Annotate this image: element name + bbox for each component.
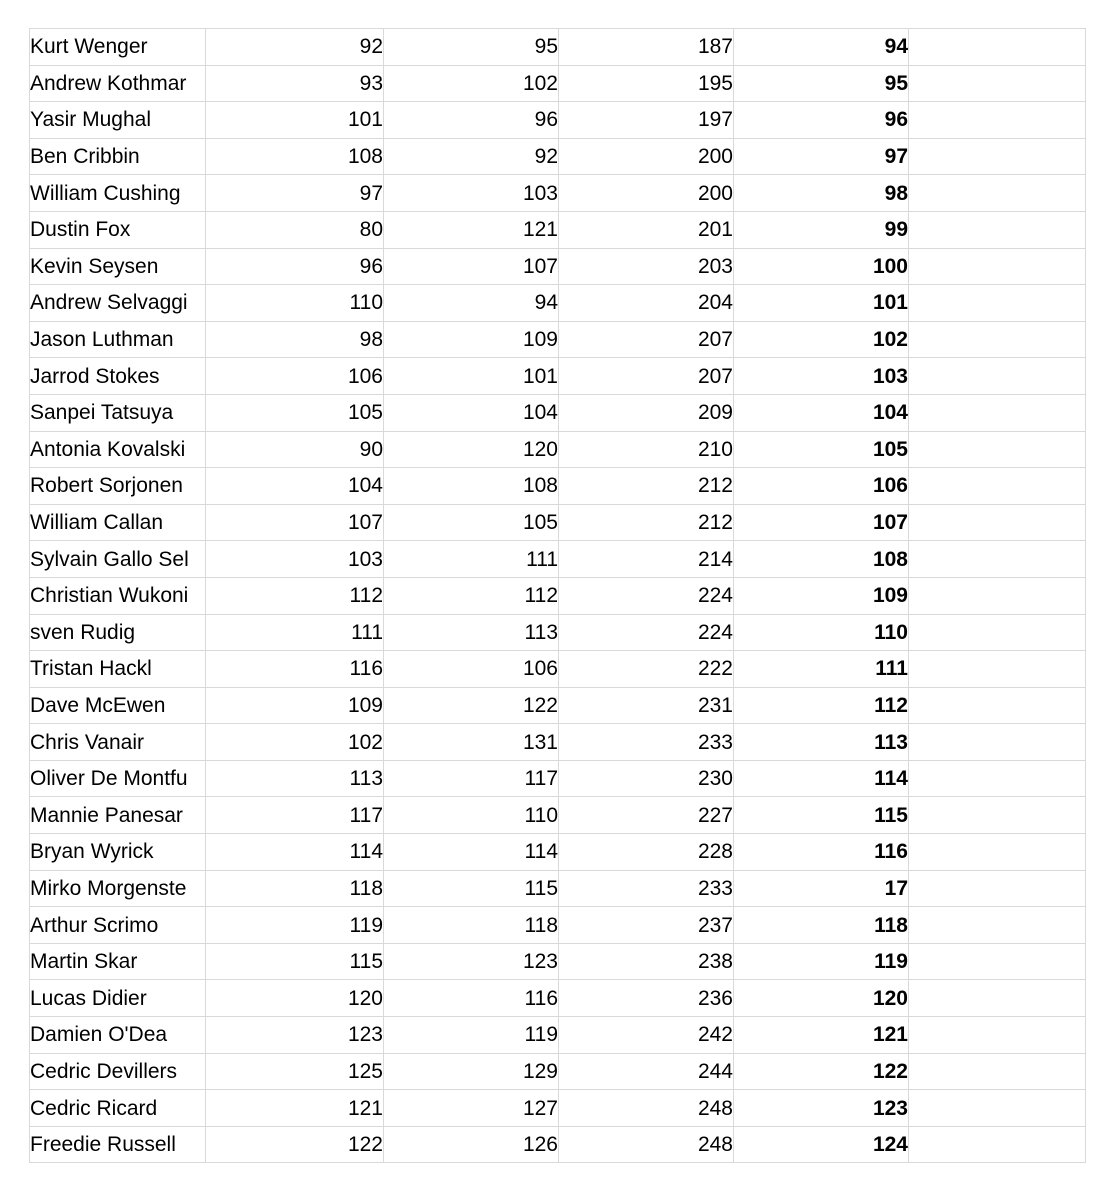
name-cell[interactable]: Dave McEwen [30,687,206,724]
total-cell[interactable]: 195 [559,65,734,102]
rank-cell[interactable]: 116 [734,834,909,871]
score2-cell[interactable]: 115 [384,870,559,907]
score2-cell[interactable]: 122 [384,687,559,724]
score2-cell[interactable]: 114 [384,834,559,871]
rank-cell[interactable]: 122 [734,1053,909,1090]
table-row [30,651,1086,688]
total-cell[interactable]: 200 [559,138,734,175]
score1-cell[interactable]: 109 [206,687,384,724]
blank-cell[interactable] [909,394,1086,431]
blank-cell[interactable] [909,943,1086,980]
score1-cell[interactable]: 92 [206,29,384,66]
rank-cell[interactable]: 108 [734,541,909,578]
table-row [30,65,1086,102]
blank-cell[interactable] [909,614,1086,651]
table-row [30,102,1086,139]
rank-cell[interactable]: 111 [734,651,909,688]
blank-cell[interactable] [909,907,1086,944]
blank-cell[interactable] [909,577,1086,614]
table-row [30,870,1086,907]
name-cell[interactable]: Kurt Wenger [30,29,206,66]
total-cell[interactable]: 237 [559,907,734,944]
rank-cell[interactable]: 110 [734,614,909,651]
total-cell[interactable]: 248 [559,1090,734,1127]
table-row [30,321,1086,358]
blank-cell[interactable] [909,1126,1086,1163]
table-row [30,1017,1086,1054]
score2-cell[interactable]: 118 [384,907,559,944]
total-cell[interactable]: 222 [559,651,734,688]
score2-cell[interactable]: 110 [384,797,559,834]
name-cell[interactable]: Chris Vanair [30,724,206,761]
total-cell[interactable]: 203 [559,248,734,285]
score1-cell[interactable]: 98 [206,321,384,358]
rank-cell[interactable]: 109 [734,577,909,614]
score2-cell[interactable]: 126 [384,1126,559,1163]
blank-cell[interactable] [909,980,1086,1017]
total-cell[interactable]: 233 [559,724,734,761]
table-row [30,431,1086,468]
rank-cell[interactable]: 97 [734,138,909,175]
score2-cell[interactable]: 119 [384,1017,559,1054]
blank-cell[interactable] [909,138,1086,175]
score1-cell[interactable]: 105 [206,394,384,431]
rank-cell[interactable]: 119 [734,943,909,980]
rank-cell[interactable]: 115 [734,797,909,834]
total-cell[interactable]: 209 [559,394,734,431]
name-cell[interactable]: Dustin Fox [30,211,206,248]
total-cell[interactable]: 207 [559,358,734,395]
name-cell[interactable]: Cedric Ricard [30,1090,206,1127]
blank-cell[interactable] [909,248,1086,285]
rank-cell[interactable]: 105 [734,431,909,468]
total-cell[interactable]: 214 [559,541,734,578]
table-row [30,138,1086,175]
blank-cell[interactable] [909,65,1086,102]
table-row [30,248,1086,285]
total-cell[interactable]: 242 [559,1017,734,1054]
score1-cell[interactable]: 96 [206,248,384,285]
blank-cell[interactable] [909,1090,1086,1127]
table-row [30,724,1086,761]
table-row [30,175,1086,212]
blank-cell[interactable] [909,687,1086,724]
score2-cell[interactable]: 112 [384,577,559,614]
rank-cell[interactable]: 123 [734,1090,909,1127]
blank-cell[interactable] [909,834,1086,871]
table-row [30,1090,1086,1127]
score1-cell[interactable]: 103 [206,541,384,578]
name-cell[interactable]: Arthur Scrimo [30,907,206,944]
name-cell[interactable]: Tristan Hackl [30,651,206,688]
score2-cell[interactable]: 120 [384,431,559,468]
table-row [30,285,1086,322]
blank-cell[interactable] [909,29,1086,66]
table-row [30,834,1086,871]
score1-cell[interactable]: 122 [206,1126,384,1163]
name-cell[interactable]: Mirko Morgenste [30,870,206,907]
score2-cell[interactable]: 109 [384,321,559,358]
score1-cell[interactable]: 120 [206,980,384,1017]
name-cell[interactable]: Kevin Seysen [30,248,206,285]
score1-cell[interactable]: 115 [206,943,384,980]
total-cell[interactable]: 207 [559,321,734,358]
score2-cell[interactable]: 127 [384,1090,559,1127]
blank-cell[interactable] [909,651,1086,688]
table-row [30,468,1086,505]
total-cell[interactable]: 210 [559,431,734,468]
score1-cell[interactable]: 93 [206,65,384,102]
table-row [30,358,1086,395]
blank-cell[interactable] [909,1053,1086,1090]
name-cell[interactable]: Andrew Selvaggi [30,285,206,322]
name-cell[interactable]: Freedie Russell [30,1126,206,1163]
score2-cell[interactable]: 116 [384,980,559,1017]
score1-cell[interactable]: 121 [206,1090,384,1127]
total-cell[interactable]: 230 [559,760,734,797]
score1-cell[interactable]: 114 [206,834,384,871]
table-row [30,687,1086,724]
score2-cell[interactable]: 123 [384,943,559,980]
score1-cell[interactable]: 118 [206,870,384,907]
score1-cell[interactable]: 107 [206,504,384,541]
blank-cell[interactable] [909,175,1086,212]
table-row [30,943,1086,980]
score2-cell[interactable]: 105 [384,504,559,541]
name-cell[interactable]: Sanpei Tatsuya [30,394,206,431]
score-table [29,28,1086,1163]
rank-cell[interactable]: 99 [734,211,909,248]
name-cell[interactable]: Damien O'Dea [30,1017,206,1054]
rank-cell[interactable]: 98 [734,175,909,212]
name-cell[interactable]: Mannie Panesar [30,797,206,834]
table-row [30,1126,1086,1163]
blank-cell[interactable] [909,102,1086,139]
rank-cell[interactable]: 114 [734,760,909,797]
name-cell[interactable]: Antonia Kovalski [30,431,206,468]
score1-cell[interactable]: 112 [206,577,384,614]
total-cell[interactable]: 228 [559,834,734,871]
score2-cell[interactable]: 96 [384,102,559,139]
rank-cell[interactable]: 17 [734,870,909,907]
table-row [30,614,1086,651]
score2-cell[interactable]: 107 [384,248,559,285]
blank-cell[interactable] [909,724,1086,761]
score1-cell[interactable]: 111 [206,614,384,651]
rank-cell[interactable]: 120 [734,980,909,1017]
score1-cell[interactable]: 108 [206,138,384,175]
score2-cell[interactable]: 111 [384,541,559,578]
name-cell[interactable]: William Callan [30,504,206,541]
score2-cell[interactable]: 92 [384,138,559,175]
table-row [30,211,1086,248]
rank-cell[interactable]: 95 [734,65,909,102]
spreadsheet [29,28,1086,1163]
total-cell[interactable]: 187 [559,29,734,66]
rank-cell[interactable]: 100 [734,248,909,285]
score1-cell[interactable]: 117 [206,797,384,834]
score2-cell[interactable]: 101 [384,358,559,395]
score2-cell[interactable]: 106 [384,651,559,688]
total-cell[interactable]: 236 [559,980,734,1017]
score2-cell[interactable]: 103 [384,175,559,212]
score1-cell[interactable]: 80 [206,211,384,248]
blank-cell[interactable] [909,431,1086,468]
score-table-body [30,29,1086,1163]
rank-cell[interactable]: 121 [734,1017,909,1054]
total-cell[interactable]: 212 [559,504,734,541]
name-cell[interactable]: Ben Cribbin [30,138,206,175]
total-cell[interactable]: 204 [559,285,734,322]
total-cell[interactable]: 201 [559,211,734,248]
score1-cell[interactable]: 90 [206,431,384,468]
score2-cell[interactable]: 108 [384,468,559,505]
name-cell[interactable]: Oliver De Montfu [30,760,206,797]
name-cell[interactable]: Bryan Wyrick [30,834,206,871]
name-cell[interactable]: William Cushing [30,175,206,212]
total-cell[interactable]: 212 [559,468,734,505]
total-cell[interactable]: 227 [559,797,734,834]
rank-cell[interactable]: 102 [734,321,909,358]
total-cell[interactable]: 200 [559,175,734,212]
table-row [30,797,1086,834]
score1-cell[interactable]: 116 [206,651,384,688]
name-cell[interactable]: sven Rudig [30,614,206,651]
blank-cell[interactable] [909,760,1086,797]
table-row [30,394,1086,431]
name-cell[interactable]: Jarrod Stokes [30,358,206,395]
blank-cell[interactable] [909,504,1086,541]
table-row [30,907,1086,944]
score1-cell[interactable]: 123 [206,1017,384,1054]
name-cell[interactable]: Lucas Didier [30,980,206,1017]
score2-cell[interactable]: 102 [384,65,559,102]
score1-cell[interactable]: 113 [206,760,384,797]
blank-cell[interactable] [909,211,1086,248]
score1-cell[interactable]: 106 [206,358,384,395]
blank-cell[interactable] [909,1017,1086,1054]
total-cell[interactable]: 233 [559,870,734,907]
rank-cell[interactable]: 101 [734,285,909,322]
name-cell[interactable]: Sylvain Gallo Sel [30,541,206,578]
score1-cell[interactable]: 110 [206,285,384,322]
table-row [30,29,1086,66]
rank-cell[interactable]: 104 [734,394,909,431]
table-row [30,1053,1086,1090]
blank-cell[interactable] [909,797,1086,834]
score1-cell[interactable]: 125 [206,1053,384,1090]
score2-cell[interactable]: 95 [384,29,559,66]
table-row [30,577,1086,614]
blank-cell[interactable] [909,468,1086,505]
score2-cell[interactable]: 117 [384,760,559,797]
blank-cell[interactable] [909,541,1086,578]
rank-cell[interactable]: 103 [734,358,909,395]
table-row [30,541,1086,578]
blank-cell[interactable] [909,358,1086,395]
score1-cell[interactable]: 119 [206,907,384,944]
rank-cell[interactable]: 113 [734,724,909,761]
total-cell[interactable]: 248 [559,1126,734,1163]
score1-cell[interactable]: 102 [206,724,384,761]
total-cell[interactable]: 231 [559,687,734,724]
score2-cell[interactable]: 94 [384,285,559,322]
name-cell[interactable]: Christian Wukoni [30,577,206,614]
score2-cell[interactable]: 104 [384,394,559,431]
score1-cell[interactable]: 101 [206,102,384,139]
table-row [30,760,1086,797]
rank-cell[interactable]: 106 [734,468,909,505]
name-cell[interactable]: Yasir Mughal [30,102,206,139]
score2-cell[interactable]: 121 [384,211,559,248]
score2-cell[interactable]: 129 [384,1053,559,1090]
total-cell[interactable]: 224 [559,614,734,651]
rank-cell[interactable]: 94 [734,29,909,66]
total-cell[interactable]: 238 [559,943,734,980]
table-row [30,980,1086,1017]
score2-cell[interactable]: 113 [384,614,559,651]
score1-cell[interactable]: 97 [206,175,384,212]
name-cell[interactable]: Cedric Devillers [30,1053,206,1090]
total-cell[interactable]: 244 [559,1053,734,1090]
total-cell[interactable]: 224 [559,577,734,614]
name-cell[interactable]: Andrew Kothmar [30,65,206,102]
rank-cell[interactable]: 124 [734,1126,909,1163]
name-cell[interactable]: Jason Luthman [30,321,206,358]
name-cell[interactable]: Robert Sorjonen [30,468,206,505]
name-cell[interactable]: Martin Skar [30,943,206,980]
rank-cell[interactable]: 118 [734,907,909,944]
rank-cell[interactable]: 96 [734,102,909,139]
score2-cell[interactable]: 131 [384,724,559,761]
table-row [30,504,1086,541]
rank-cell[interactable]: 112 [734,687,909,724]
blank-cell[interactable] [909,321,1086,358]
blank-cell[interactable] [909,870,1086,907]
rank-cell[interactable]: 107 [734,504,909,541]
total-cell[interactable]: 197 [559,102,734,139]
blank-cell[interactable] [909,285,1086,322]
score1-cell[interactable]: 104 [206,468,384,505]
